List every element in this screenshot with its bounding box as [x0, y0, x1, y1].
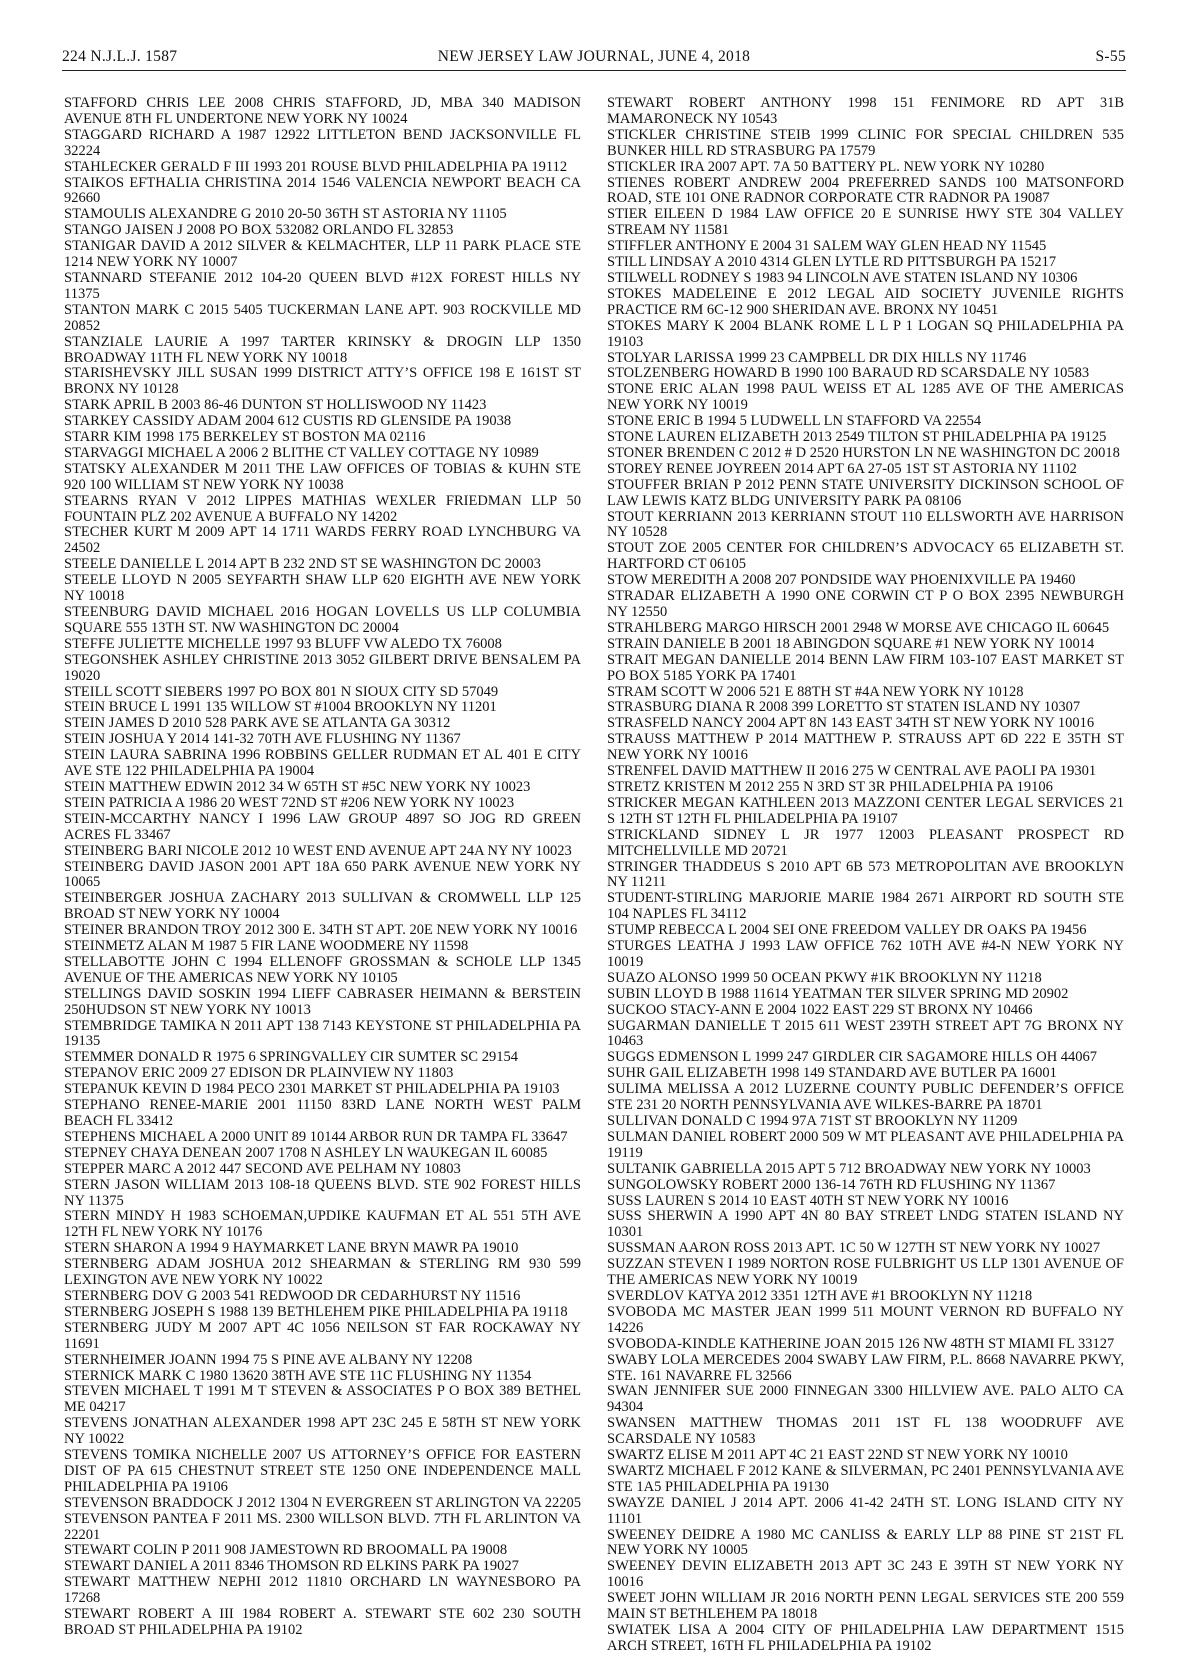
attorney-entry: STEWART ROBERT A III 1984 ROBERT A. STEWART STE 602 230 SOUTH BROAD ST PHILADELPHIA PA 19102 — [64, 1606, 581, 1638]
attorney-entry: SVERDLOV KATYA 2012 3351 12TH AVE #1 BROOKLYN NY 11218 — [607, 1287, 1033, 1304]
attorney-entry: STEVENS JONATHAN ALEXANDER 1998 APT 23C 245 E 58TH ST NEW YORK NY 10022 — [64, 1415, 581, 1448]
attorney-entry: STEINBERG BARI NICOLE 2012 10 WEST END AVENUE APT 24A NY NY 10023 — [64, 842, 572, 859]
attorney-entry: STEPANUK KEVIN D 1984 PECO 2301 MARKET ST PHILADELPHIA PA 19103 — [64, 1081, 560, 1098]
attorney-entry: SULLIVAN DONALD C 1994 97A 71ST ST BROOKLYN NY 11209 — [607, 1113, 1018, 1129]
attorney-entry: STEINMETZ ALAN M 1987 5 FIR LANE WOODMERE NY 11598 — [64, 938, 469, 955]
attorney-entry: SUHR GAIL ELIZABETH 1998 149 STANDARD AVE BUTLER PA 16001 — [607, 1065, 1057, 1082]
attorney-entry: STEINBERG DAVID JASON 2001 APT 18A 650 PARK AVENUE NEW YORK NY 10065 — [64, 858, 581, 891]
attorney-entry: STRICKLAND SIDNEY L JR 1977 12003 PLEASANT PROSPECT RD MITCHELLVILLE MD 20721 — [607, 826, 1124, 859]
left-column — [64, 95, 581, 1638]
attorney-entry: STEMMER DONALD R 1975 6 SPRINGVALLEY CIR SUMTER SC 29154 — [64, 1049, 518, 1066]
attorney-entry: STRENFEL DAVID MATTHEW II 2016 275 W CENTRAL AVE PAOLI PA 19301 — [607, 763, 1097, 780]
attorney-entry: SVOBODA MC MASTER JEAN 1999 511 MOUNT VERNON RD BUFFALO NY 14226 — [607, 1303, 1124, 1336]
attorney-entry: STRASFELD NANCY 2004 APT 8N 143 EAST 34TH ST NEW YORK NY 10016 — [607, 715, 1095, 732]
page-header — [62, 46, 1126, 71]
attorney-entry: STARISHEVSKY JILL SUSAN 1999 DISTRICT ATTY’S OFFICE 198 E 161ST ST BRONX NY 10128 — [64, 365, 581, 398]
attorney-entry: STEPHENS MICHAEL A 2000 UNIT 89 10144 ARBOR RUN DR TAMPA FL 33647 — [64, 1128, 568, 1145]
attorney-entry: STILL LINDSAY A 2010 4314 GLEN LYTLE RD PITTSBURGH PA 15217 — [607, 254, 1057, 271]
attorney-entry: STAMOULIS ALEXANDRE G 2010 20-50 36TH ST ASTORIA NY 11105 — [64, 206, 507, 223]
attorney-entry: SULIMA MELISSA A 2012 LUZERNE COUNTY PUBLIC DEFENDER’S OFFICE STE 231 20 NORTH PENNSYLVANIA AVE WILKES-BARRE PA 18701 — [607, 1081, 1124, 1114]
attorney-entry: STELLABOTTE JOHN C 1994 ELLENOFF GROSSMAN & SCHOLE LLP 1345 AVENUE OF THE AMERICAS NEW YORK NY 10105 — [64, 953, 581, 986]
attorney-entry: SWIATEK LISA A 2004 CITY OF PHILADELPHIA LAW DEPARTMENT 1515 ARCH STREET, 16TH FL PHILADELPHIA PA 19102 — [607, 1622, 1124, 1654]
attorney-entry: STICKLER IRA 2007 APT. 7A 50 BATTERY PL. NEW YORK NY 10280 — [607, 158, 1045, 175]
attorney-entry: STEIN BRUCE L 1991 135 WILLOW ST #1004 BROOKLYN NY 11201 — [64, 699, 497, 716]
attorney-entry: STEFFE JULIETTE MICHELLE 1997 93 BLUFF VW ALEDO TX 76008 — [64, 635, 502, 652]
attorney-entry: STECHER KURT M 2009 APT 14 1711 WARDS FERRY ROAD LYNCHBURG VA 24502 — [64, 524, 581, 557]
attorney-entry: STIENES ROBERT ANDREW 2004 PREFERRED SANDS 100 MATSONFORD ROAD, STE 101 ONE RADNOR CORPORATE CTR RADNOR PA 19087 — [607, 174, 1124, 207]
attorney-entry: SWANSEN MATTHEW THOMAS 2011 1ST FL 138 WOODRUFF AVE SCARSDALE NY 10583 — [607, 1415, 1124, 1448]
attorney-entry: STEILL SCOTT SIEBERS 1997 PO BOX 801 N SIOUX CITY SD 57049 — [64, 683, 499, 700]
attorney-entry: STERN JASON WILLIAM 2013 108-18 QUEENS BLVD. STE 902 FOREST HILLS NY 11375 — [64, 1176, 581, 1209]
attorney-entry: STRAIT MEGAN DANIELLE 2014 BENN LAW FIRM 103-107 EAST MARKET ST PO BOX 5185 YORK PA 17401 — [607, 651, 1124, 684]
attorney-entry: SUSS SHERWIN A 1990 APT 4N 80 BAY STREET LNDG STATEN ISLAND NY 10301 — [607, 1208, 1124, 1241]
attorney-entry: STEWART DANIEL A 2011 8346 THOMSON RD ELKINS PARK PA 19027 — [64, 1558, 519, 1575]
attorney-entry: STEWART MATTHEW NEPHI 2012 11810 ORCHARD LN WAYNESBORO PA 17268 — [64, 1574, 581, 1607]
attorney-entry: STONER BRENDEN C 2012 # D 2520 HURSTON LN NE WASHINGTON DC 20018 — [607, 444, 1120, 461]
attorney-entry: STUDENT-STIRLING MARJORIE MARIE 1984 2671 AIRPORT RD SOUTH STE 104 NAPLES FL 34112 — [607, 890, 1124, 923]
attorney-entry: STEIN-MCCARTHY NANCY I 1996 LAW GROUP 4897 SO JOG RD GREEN ACRES FL 33467 — [64, 810, 581, 843]
attorney-entry: STRETZ KRISTEN M 2012 255 N 3RD ST 3R PHILADELPHIA PA 19106 — [607, 778, 1053, 795]
attorney-entry: STEGONSHEK ASHLEY CHRISTINE 2013 3052 GILBERT DRIVE BENSALEM PA 19020 — [64, 651, 581, 684]
attorney-entry: STAGGARD RICHARD A 1987 12922 LITTLETON BEND JACKSONVILLE FL 32224 — [64, 126, 581, 159]
attorney-entry: STRADAR ELIZABETH A 1990 ONE CORWIN CT P O BOX 2395 NEWBURGH NY 12550 — [607, 588, 1124, 620]
attorney-entry: STAIKOS EFTHALIA CHRISTINA 2014 1546 VALENCIA NEWPORT BEACH CA 92660 — [64, 174, 581, 207]
attorney-entry: SUZZAN STEVEN I 1989 NORTON ROSE FULBRIGHT US LLP 1301 AVENUE OF THE AMERICAS NEW YORK NY 10019 — [607, 1256, 1124, 1289]
attorney-entry: SWEENEY DEVIN ELIZABETH 2013 APT 3C 243 E 39TH ST NEW YORK NY 10016 — [607, 1558, 1124, 1591]
attorney-entry: STARK APRIL B 2003 86-46 DUNTON ST HOLLISWOOD NY 11423 — [64, 397, 487, 414]
attorney-entry: STEIN JOSHUA Y 2014 141-32 70TH AVE FLUSHING NY 11367 — [64, 731, 461, 748]
attorney-entry: STERN MINDY H 1983 SCHOEMAN,UPDIKE KAUFMAN ET AL 551 5TH AVE 12TH FL NEW YORK NY 10176 — [64, 1208, 581, 1241]
attorney-entry: STARR KIM 1998 175 BERKELEY ST BOSTON MA 02116 — [64, 429, 426, 446]
attorney-entry: STONE ERIC B 1994 5 LUDWELL LN STAFFORD VA 22554 — [607, 413, 982, 430]
attorney-entry: STARKEY CASSIDY ADAM 2004 612 CUSTIS RD GLENSIDE PA 19038 — [64, 413, 512, 430]
attorney-entry: SWAYZE DANIEL J 2014 APT. 2006 41-42 24TH ST. LONG ISLAND CITY NY 11101 — [607, 1494, 1124, 1527]
attorney-entry: SUCKOO STACY-ANN E 2004 1022 EAST 229 ST BRONX NY 10466 — [607, 1001, 1033, 1018]
attorney-entry: STEVENSON PANTEA F 2011 MS. 2300 WILLSON BLVD. 7TH FL ARLINTON VA 22201 — [64, 1510, 581, 1543]
attorney-entry: STOKES MADELEINE E 2012 LEGAL AID SOCIETY JUVENILE RIGHTS PRACTICE RM 6C-12 900 SHERIDAN AVE. BRONX NY 10451 — [607, 285, 1124, 318]
attorney-entry: STAFFORD CHRIS LEE 2008 CHRIS STAFFORD, JD, MBA 340 MADISON AVENUE 8TH FL UNDERTONE NEW YORK NY 10024 — [64, 95, 581, 127]
attorney-entry: STEIN MATTHEW EDWIN 2012 34 W 65TH ST #5C NEW YORK NY 10023 — [64, 778, 531, 795]
attorney-entry: STERNBERG ADAM JOSHUA 2012 SHEARMAN & STERLING RM 930 599 LEXINGTON AVE NEW YORK NY 10022 — [64, 1256, 581, 1289]
citation-label: 224 N.J.L.J. 1587 — [62, 48, 178, 65]
attorney-entry: STEINER BRANDON TROY 2012 300 E. 34TH ST APT. 20E NEW YORK NY 10016 — [64, 922, 578, 939]
attorney-entry: STEPANOV ERIC 2009 27 EDISON DR PLAINVIEW NY 11803 — [64, 1065, 454, 1082]
attorney-entry: SUNGOLOWSKY ROBERT 2000 136-14 76TH RD FLUSHING NY 11367 — [607, 1176, 1056, 1193]
attorney-entry: STRICKER MEGAN KATHLEEN 2013 MAZZONI CENTER LEGAL SERVICES 21 S 12TH ST 12TH FL PHILADELPHIA PA 19107 — [607, 794, 1124, 827]
attorney-entry: STEELE LLOYD N 2005 SEYFARTH SHAW LLP 620 EIGHTH AVE NEW YORK NY 10018 — [64, 572, 581, 605]
attorney-entry: SULMAN DANIEL ROBERT 2000 509 W MT PLEASANT AVE PHILADELPHIA PA 19119 — [607, 1128, 1124, 1161]
attorney-entry: STERNBERG DOV G 2003 541 REDWOOD DR CEDARHURST NY 11516 — [64, 1287, 521, 1304]
attorney-entry: STELLINGS DAVID SOSKIN 1994 LIEFF CABRASER HEIMANN & BERSTEIN 250HUDSON ST NEW YORK NY 10013 — [64, 985, 581, 1018]
attorney-entry: STOLZENBERG HOWARD B 1990 100 BARAUD RD SCARSDALE NY 10583 — [607, 365, 1090, 382]
attorney-entry: STOUT KERRIANN 2013 KERRIANN STOUT 110 ELLSWORTH AVE HARRISON NY 10528 — [607, 508, 1124, 541]
attorney-entry: STRASBURG DIANA R 2008 399 LORETTO ST STATEN ISLAND NY 10307 — [607, 699, 1081, 716]
attorney-entry: STERNICK MARK C 1980 13620 38TH AVE STE 11C FLUSHING NY 11354 — [64, 1367, 532, 1384]
attorney-entry: SULTANIK GABRIELLA 2015 APT 5 712 BROADWAY NEW YORK NY 10003 — [607, 1160, 1091, 1177]
attorney-entry: STONE ERIC ALAN 1998 PAUL WEISS ET AL 1285 AVE OF THE AMERICAS NEW YORK NY 10019 — [607, 381, 1124, 414]
attorney-entry: STILWELL RODNEY S 1983 94 LINCOLN AVE STATEN ISLAND NY 10306 — [607, 269, 1078, 286]
attorney-entry: STERN SHARON A 1994 9 HAYMARKET LANE BRYN MAWR PA 19010 — [64, 1240, 519, 1257]
attorney-entry: SUBIN LLOYD B 1988 11614 YEATMAN TER SILVER SPRING MD 20902 — [607, 985, 1069, 1002]
attorney-entry: STUMP REBECCA L 2004 SEI ONE FREEDOM VALLEY DR OAKS PA 19456 — [607, 922, 1087, 939]
attorney-entry: SWEENEY DEIDRE A 1980 MC CANLISS & EARLY LLP 88 PINE ST 21ST FL NEW YORK NY 10005 — [607, 1526, 1124, 1559]
attorney-entry: STERNBERG JOSEPH S 1988 139 BETHLEHEM PIKE PHILADELPHIA PA 19118 — [64, 1303, 568, 1320]
attorney-entry: STEPHANO RENEE-MARIE 2001 11150 83RD LANE NORTH WEST PALM BEACH FL 33412 — [64, 1097, 581, 1129]
publication-title: NEW JERSEY LAW JOURNAL, JUNE 4, 2018 — [437, 48, 751, 65]
attorney-entry: STEELE DANIELLE L 2014 APT B 232 2ND ST SE WASHINGTON DC 20003 — [64, 556, 541, 573]
attorney-entry: STEENBURG DAVID MICHAEL 2016 HOGAN LOVELLS US LLP COLUMBIA SQUARE 555 13TH ST. NW WASHINGTON DC 20004 — [64, 604, 581, 636]
attorney-entry: SUSS LAUREN S 2014 10 EAST 40TH ST NEW YORK NY 10016 — [607, 1192, 1009, 1209]
attorney-entry: SWAN JENNIFER SUE 2000 FINNEGAN 3300 HILLVIEW AVE. PALO ALTO CA 94304 — [607, 1383, 1124, 1416]
attorney-entry: STOUT ZOE 2005 CENTER FOR CHILDREN’S ADVOCACY 65 ELIZABETH ST. HARTFORD CT 06105 — [607, 540, 1124, 573]
attorney-entry: STOLYAR LARISSA 1999 23 CAMPBELL DR DIX HILLS NY 11746 — [607, 349, 1027, 366]
attorney-entry: STANGO JAISEN J 2008 PO BOX 532082 ORLANDO FL 32853 — [64, 222, 454, 239]
attorney-entry: STANIGAR DAVID A 2012 SILVER & KELMACHTER, LLP 11 PARK PLACE STE 1214 NEW YORK NY 10007 — [64, 238, 581, 271]
attorney-entry: STIER EILEEN D 1984 LAW OFFICE 20 E SUNRISE HWY STE 304 VALLEY STREAM NY 11581 — [607, 206, 1124, 239]
attorney-entry: STRAM SCOTT W 2006 521 E 88TH ST #4A NEW YORK NY 10128 — [607, 683, 1024, 700]
attorney-entry: STEVENS TOMIKA NICHELLE 2007 US ATTORNEY’S OFFICE FOR EASTERN DIST OF PA 615 CHESTNUT STREET STE 1250 ONE INDEPENDENCE MALL PHILADELPHIA PA 19106 — [64, 1447, 581, 1495]
attorney-entry: STOUFFER BRIAN P 2012 PENN STATE UNIVERSITY DICKINSON SCHOOL OF LAW LEWIS KATZ BLDG UNIVERSITY PARK PA 08106 — [607, 476, 1124, 509]
attorney-entry: STEVEN MICHAEL T 1991 M T STEVEN & ASSOCIATES P O BOX 389 BETHEL ME 04217 — [64, 1383, 581, 1416]
attorney-entry: STEINBERGER JOSHUA ZACHARY 2013 SULLIVAN & CROMWELL LLP 125 BROAD ST NEW YORK NY 10004 — [64, 890, 581, 923]
attorney-entry: SUSSMAN AARON ROSS 2013 APT. 1C 50 W 127TH ST NEW YORK NY 10027 — [607, 1240, 1101, 1257]
attorney-entry: STERNBERG JUDY M 2007 APT 4C 1056 NEILSON ST FAR ROCKAWAY NY 11691 — [64, 1319, 581, 1352]
attorney-entry: STANZIALE LAURIE A 1997 TARTER KRINSKY & DROGIN LLP 1350 BROADWAY 11TH FL NEW YORK NY 10018 — [64, 333, 581, 366]
attorney-entry: STRAHLBERG MARGO HIRSCH 2001 2948 W MORSE AVE CHICAGO IL 60645 — [607, 619, 1110, 636]
attorney-entry: STANTON MARK C 2015 5405 TUCKERMAN LANE APT. 903 ROCKVILLE MD 20852 — [64, 301, 581, 334]
attorney-entry: STOKES MARY K 2004 BLANK ROME L L P 1 LOGAN SQ PHILADELPHIA PA 19103 — [607, 317, 1124, 350]
attorney-entry: STARVAGGI MICHAEL A 2006 2 BLITHE CT VALLEY COTTAGE NY 10989 — [64, 444, 539, 461]
attorney-entry: STEIN LAURA SABRINA 1996 ROBBINS GELLER RUDMAN ET AL 401 E CITY AVE STE 122 PHILADELPHIA PA 19004 — [64, 747, 581, 780]
attorney-entry: SWARTZ MICHAEL F 2012 KANE & SILVERMAN, PC 2401 PENNSYLVANIA AVE STE 1A5 PHILADELPHIA PA 19130 — [607, 1462, 1124, 1495]
attorney-entry: SWEET JOHN WILLIAM JR 2016 NORTH PENN LEGAL SERVICES STE 200 559 MAIN ST BETHLEHEM PA 18018 — [607, 1590, 1124, 1623]
attorney-entry: STRINGER THADDEUS S 2010 APT 6B 573 METROPOLITAN AVE BROOKLYN NY 11211 — [607, 858, 1124, 891]
attorney-entry: STOW MEREDITH A 2008 207 PONDSIDE WAY PHOENIXVILLE PA 19460 — [607, 572, 1076, 589]
page-number: S-55 — [1095, 48, 1126, 65]
attorney-entry: STEMBRIDGE TAMIKA N 2011 APT 138 7143 KEYSTONE ST PHILADELPHIA PA 19135 — [64, 1017, 581, 1050]
attorney-entry: STOREY RENEE JOYREEN 2014 APT 6A 27-05 1ST ST ASTORIA NY 11102 — [607, 460, 1077, 477]
attorney-entry: STATSKY ALEXANDER M 2011 THE LAW OFFICES OF TOBIAS & KUHN STE 920 100 WILLIAM ST NEW YORK NY 10038 — [64, 460, 581, 493]
attorney-entry: STURGES LEATHA J 1993 LAW OFFICE 762 10TH AVE #4-N NEW YORK NY 10019 — [607, 938, 1124, 970]
attorney-entry: STRAIN DANIELE B 2001 18 ABINGDON SQUARE #1 NEW YORK NY 10014 — [607, 635, 1095, 652]
attorney-entry: STEIN JAMES D 2010 528 PARK AVE SE ATLANTA GA 30312 — [64, 715, 451, 732]
attorney-entry: STANNARD STEFANIE 2012 104-20 QUEEN BLVD #12X FOREST HILLS NY 11375 — [64, 269, 581, 302]
attorney-entry: STICKLER CHRISTINE STEIB 1999 CLINIC FOR SPECIAL CHILDREN 535 BUNKER HILL RD STRASBURG PA 17579 — [607, 126, 1124, 159]
attorney-entry: STEVENSON BRADDOCK J 2012 1304 N EVERGREEN ST ARLINGTON VA 22205 — [64, 1494, 581, 1511]
attorney-entry: SUAZO ALONSO 1999 50 OCEAN PKWY #1K BROOKLYN NY 11218 — [607, 969, 1042, 986]
attorney-entry: SWABY LOLA MERCEDES 2004 SWABY LAW FIRM, P.L. 8668 NAVARRE PKWY, STE. 161 NAVARRE FL 32566 — [607, 1351, 1124, 1384]
attorney-entry: STEPNEY CHAYA DENEAN 2007 1708 N ASHLEY LN WAUKEGAN IL 60085 — [64, 1144, 548, 1161]
right-column — [607, 95, 1124, 1654]
attorney-entry: STEARNS RYAN V 2012 LIPPES MATHIAS WEXLER FRIEDMAN LLP 50 FOUNTAIN PLZ 202 AVENUE A BUFFALO NY 14202 — [64, 492, 581, 525]
attorney-entry: STRAUSS MATTHEW P 2014 MATTHEW P. STRAUSS APT 6D 222 E 35TH ST NEW YORK NY 10016 — [607, 731, 1124, 764]
attorney-entry: STEIN PATRICIA A 1986 20 WEST 72ND ST #206 NEW YORK NY 10023 — [64, 794, 515, 811]
attorney-entry: STONE LAUREN ELIZABETH 2013 2549 TILTON ST PHILADELPHIA PA 19125 — [607, 429, 1107, 446]
attorney-entry: STEWART COLIN P 2011 908 JAMESTOWN RD BROOMALL PA 19008 — [64, 1542, 508, 1559]
attorney-entry: SVOBODA-KINDLE KATHERINE JOAN 2015 126 NW 48TH ST MIAMI FL 33127 — [607, 1335, 1115, 1352]
attorney-entry: STERNHEIMER JOANN 1994 75 S PINE AVE ALBANY NY 12208 — [64, 1351, 473, 1368]
attorney-entry: STEPPER MARC A 2012 447 SECOND AVE PELHAM NY 10803 — [64, 1160, 461, 1177]
attorney-entry: STEWART ROBERT ANTHONY 1998 151 FENIMORE RD APT 31B MAMARONECK NY 10543 — [607, 95, 1124, 127]
attorney-entry: STAHLECKER GERALD F III 1993 201 ROUSE BLVD PHILADELPHIA PA 19112 — [64, 158, 568, 175]
attorney-entry: STIFFLER ANTHONY E 2004 31 SALEM WAY GLEN HEAD NY 11545 — [607, 238, 1047, 255]
attorney-entry: SUGARMAN DANIELLE T 2015 611 WEST 239TH STREET APT 7G BRONX NY 10463 — [607, 1017, 1124, 1050]
attorney-entry: SUGGS EDMENSON L 1999 247 GIRDLER CIR SAGAMORE HILLS OH 44067 — [607, 1049, 1098, 1066]
attorney-entry: SWARTZ ELISE M 2011 APT 4C 21 EAST 22ND ST NEW YORK NY 10010 — [607, 1447, 1068, 1464]
